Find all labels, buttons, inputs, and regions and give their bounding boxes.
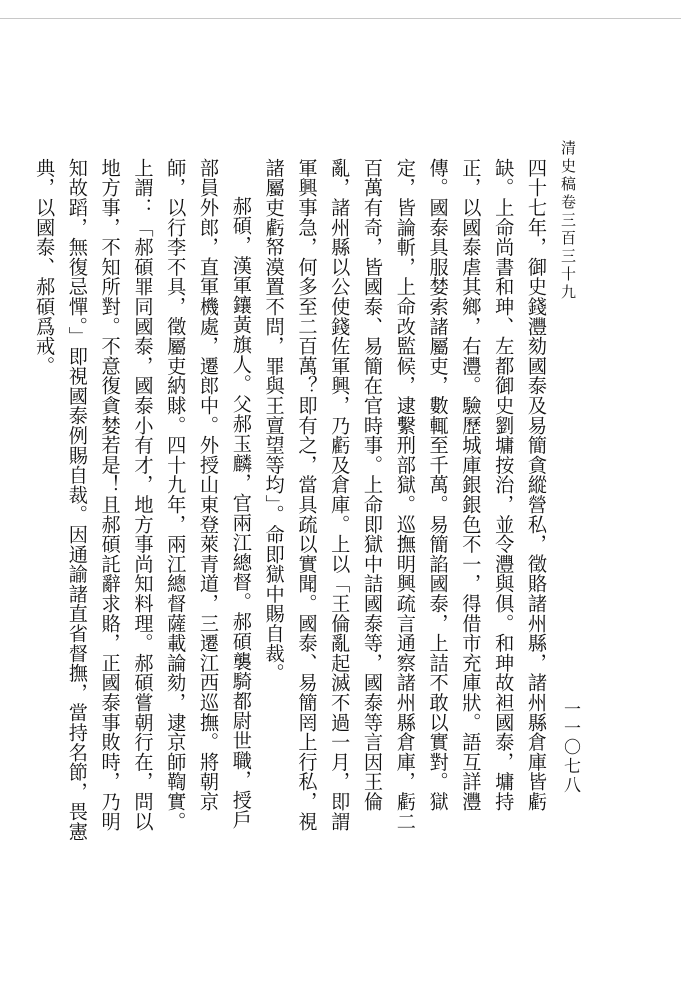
page-number: 一一〇七八 bbox=[560, 700, 580, 795]
top-border-line bbox=[0, 18, 681, 19]
paragraph-guotai: 四十七年，御史錢灃劾國泰及易簡貪縱營私，徵賂諸州縣，諸州縣倉庫皆虧缺。上命尚書和珅、左都御史劉墉按治，並令灃與俱。和珅故袒國泰，墉持正，以國泰虐其鄉，右灃。驗歷城庫銀銀色不一，得借市充庫狀。語互詳灃傳。國泰具服婪索諸屬吏，數輒至千萬。易簡諂國泰，上詰不敢以實對。獄定，皆論斬，上命改監候，逮繫刑部獄。巡撫明興疏言通察諸州縣倉庫，虧二百萬有奇，皆國泰、易簡在官時事。上命即獄中詰國泰等，國泰等言因王倫亂，諸州縣以公使錢佐軍興，乃虧及倉庫。上以「王倫亂起滅不過一月，即謂軍興事急，何多至二百萬？即有之，當具疏以實聞。國泰、易簡罔上行私，視諸屬吏虧帑漠置不問，罪與王亶望等均」。命即獄中賜自裁。 bbox=[262, 158, 548, 832]
body-text bbox=[33, 158, 552, 846]
book-title-header: 清史稿卷三百三十九 bbox=[559, 140, 577, 302]
paragraph-haoshuo: 郝碩，漢軍鑲黃旗人。父郝玉麟，官兩江總督。郝碩襲騎都尉世職，授戶部員外郎，直軍機處，遷郎中。外授山東登萊青道，三遷江西巡撫。將朝京師，以行李不具，徵屬吏納賕。四十九年，兩江總督薩載論劾，逮京師鞫實。上謂：「郝碩罪同國泰，國泰小有才，地方事尚知料理。郝碩嘗朝行在，問以地方事，不知所對。不意復貪婪若是！且郝碩託辭求賂，正國泰事敗時，乃明知故蹈，無復忌憚。」即視國泰例賜自裁。因通諭諸直省督撫，當持名節，畏憲典，以國泰、郝碩爲戒。 bbox=[33, 158, 253, 842]
